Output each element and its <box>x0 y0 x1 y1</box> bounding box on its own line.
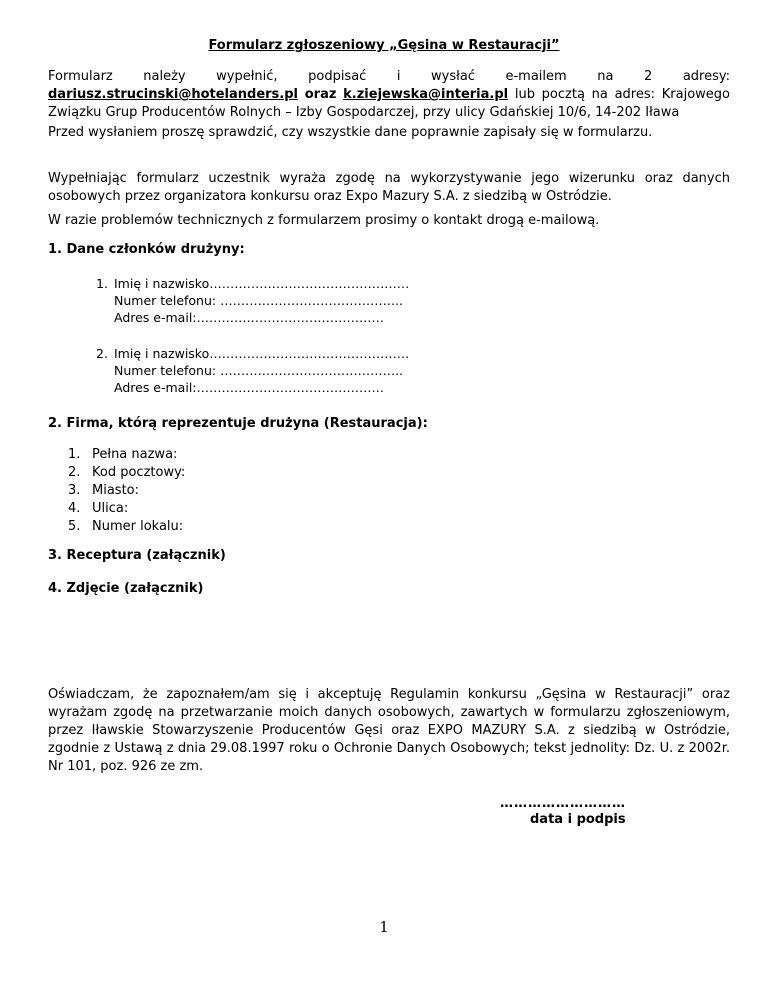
firm-field-postal-code[interactable]: 2. Kod pocztowy: <box>68 465 186 480</box>
form-title: Formularz zgłoszeniowy „Gęsina w Restauracji” <box>208 38 560 53</box>
page-number: 1 <box>379 918 389 936</box>
section-4-heading: 4. Zdjęcie (załącznik) <box>48 581 204 596</box>
firm-field-street[interactable]: 4. Ulica: <box>68 501 129 516</box>
member-phone-field[interactable]: Numer telefonu: …………………………………….. <box>114 293 404 308</box>
section-2-heading: 2. Firma, którą reprezentuje drużyna (Restauracja): <box>48 416 428 431</box>
member-name-field[interactable]: Imię i nazwisko………………………………………… <box>114 276 410 291</box>
declaration-paragraph: Oświadczam, że zapoznałem/am się i akceptuję Regulamin konkursu „Gęsina w Restauracji” oraz wyrażam zgodę na przetwarzanie moich danych osobowych, zawartych w formularzu zgłoszeniowym, przez Iławskie Stowarzyszenie Producentów Gęsi oraz EXPO MAZURY S.A. z siedzibą w Ostródzie, zgodnie z Ustawą z dnia 29.08.1997 roku o Ochronie Danych Osobowych; tekst jednolity: Dz. U. z 2002r. Nr 101, poz. 926 ze zm. <box>48 687 730 774</box>
member-number: 2. <box>96 346 108 361</box>
member-email-field[interactable]: Adres e-mail:……………………………………… <box>114 310 385 325</box>
technical-note: W razie problemów technicznych z formularzem prosimy o kontakt drogą e-mailową. <box>48 213 600 228</box>
firm-field-unit-number[interactable]: 5. Numer lokalu: <box>68 519 184 534</box>
member-name-field[interactable]: Imię i nazwisko………………………………………… <box>114 346 410 361</box>
member-phone-field[interactable]: Numer telefonu: …………………………………….. <box>114 363 404 378</box>
consent-image-note: Wypełniając formularz uczestnik wyraża zgodę na wykorzystywanie jego wizerunku oraz danych osobowych przez organizatora konkursu oraz Expo Mazury S.A. z siedzibą w Ostródzie. <box>48 171 730 204</box>
member-block-1 <box>96 275 409 326</box>
intro-line-3: Związku Grup Producentów Rolnych – Izby Gospodarczej, przy ulicy Gdańskiej 10/6, 14-202 Iława <box>48 105 680 120</box>
email-link-1[interactable]: dariusz.strucinski@hotelanders.pl <box>48 87 298 102</box>
firm-field-full-name[interactable]: 1. Pełna nazwa: <box>68 447 178 462</box>
section-1-heading: 1. Dane członków drużyny: <box>48 242 245 257</box>
firm-field-list <box>68 446 185 536</box>
intro-paragraph <box>48 68 730 122</box>
email-link-2[interactable]: k.ziejewska@interia.pl <box>343 87 509 102</box>
firm-field-city[interactable]: 3. Miasto: <box>68 483 139 498</box>
intro-line-2-rest: lub pocztą na adres: Krajowego <box>514 87 730 102</box>
signature-line[interactable]: ……………………… <box>500 796 626 811</box>
section-3-heading: 3. Receptura (załącznik) <box>48 548 226 563</box>
intro-line-1: Formularz należy wypełnić, podpisać i wysłać e-mailem na 2 adresy: <box>48 69 730 84</box>
check-note: Przed wysłaniem proszę sprawdzić, czy wszystkie dane poprawnie zapisały się w formularzu. <box>48 125 653 140</box>
intro-line-2 <box>48 86 730 104</box>
member-block-2 <box>96 345 409 396</box>
member-email-field[interactable]: Adres e-mail:……………………………………… <box>114 380 385 395</box>
member-number: 1. <box>96 276 108 291</box>
email-conjunction: oraz <box>304 87 337 102</box>
signature-label: data i podpis <box>530 812 626 827</box>
